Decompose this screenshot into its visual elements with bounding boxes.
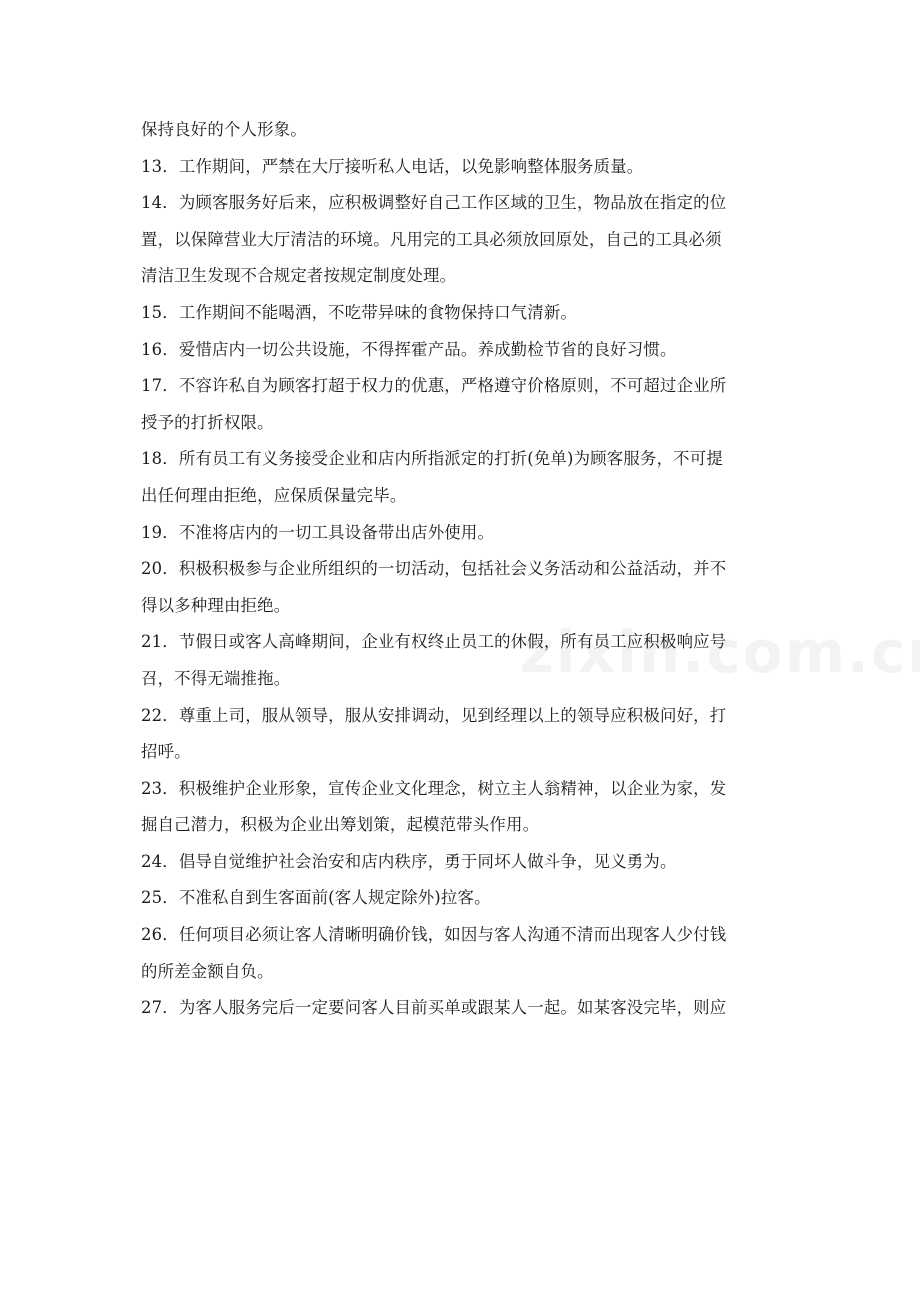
text-line: 23．积极维护企业形象，宣传企业文化理念，树立主人翁精神，以企业为家，发 — [141, 778, 727, 798]
text-line: 13．工作期间，严禁在大厅接听私人电话，以免影响整体服务质量。 — [141, 156, 644, 176]
text-line: 25．不准私自到生客面前(客人规定除外)拉客。 — [141, 888, 491, 908]
text-line: 24．倡导自觉维护社会治安和店内秩序，勇于同坏人做斗争，见义勇为。 — [141, 851, 677, 871]
text-line: 26．任何项目必须让客人清晰明确价钱，如因与客人沟通不清而出现客人少付钱 — [141, 925, 727, 945]
text-line: 19．不准将店内的一切工具设备带出店外使用。 — [141, 522, 495, 542]
text-line: 得以多种理由拒绝。 — [141, 595, 291, 615]
text-line: 掘自己潜力，积极为企业出筹划策，起模范带头作用。 — [141, 815, 540, 835]
document-body — [141, 112, 789, 1027]
text-line: 17．不容许私自为顾客打超于权力的优惠，严格遵守价格原则，不可超过企业所 — [141, 376, 727, 396]
text-line: 保持良好的个人形象。 — [141, 120, 307, 139]
text-line: 出任何理由拒绝，应保质保量完毕。 — [141, 485, 407, 505]
text-line: 20．积极积极参与企业所组织的一切活动，包括社会义务活动和公益活动，并不 — [141, 559, 727, 579]
text-line: 招呼。 — [141, 742, 191, 762]
text-line: 27．为客人服务完后一定要问客人目前买单或跟某人一起。如某客没完毕，则应 — [141, 998, 727, 1018]
text-line: 授予的打折权限。 — [141, 412, 274, 432]
text-line: 14．为顾客服务好后来，应积极调整好自己工作区域的卫生，物品放在指定的位 — [141, 193, 727, 213]
text-line: 召，不得无端推拖。 — [141, 668, 291, 688]
text-line: 18．所有员工有义务接受企业和店内所指派定的打折(免单)为顾客服务，不可提 — [141, 449, 723, 469]
text-line: 22．尊重上司，服从领导，服从安排调动，见到经理以上的领导应积极问好，打 — [141, 705, 727, 725]
text-line: 16．爱惜店内一切公共设施，不得挥霍产品。养成勤检节省的良好习惯。 — [141, 339, 677, 359]
text-line: 清洁卫生发现不合规定者按规定制度处理。 — [141, 266, 457, 286]
text-line: 置，以保障营业大厅清洁的环境。凡用完的工具必须放回原处，自己的工具必须 — [141, 229, 722, 249]
text-line: 21．节假日或客人高峰期间，企业有权终止员工的休假，所有员工应积极响应号 — [141, 632, 727, 652]
text-line: 15．工作期间不能喝酒，不吃带异味的食物保持口气清新。 — [141, 302, 578, 322]
text-line: 的所差金额自负。 — [141, 961, 274, 981]
